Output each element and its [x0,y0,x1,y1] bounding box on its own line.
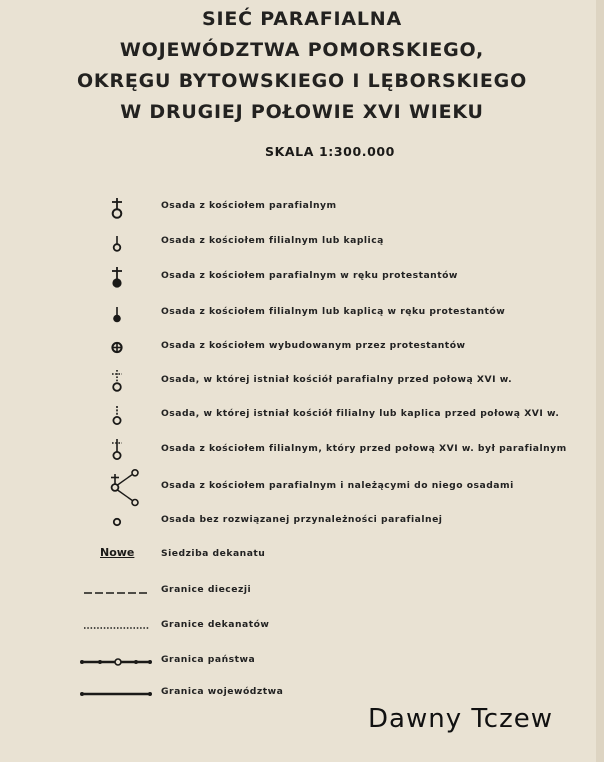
legend-label: Osada z kościołem parafialnym [161,200,337,211]
legend-label: Osada bez rozwiązanej przynależności parafialnej [161,514,443,525]
legend-item [0,478,604,498]
deanery-border-line [78,607,158,647]
legend-label: Osada z kościołem parafialnym w ręku protestantów [161,270,458,281]
legend-item [0,617,604,637]
map-scale: SKALA 1:300.000 [265,144,395,159]
legend-label: Granica państwa [161,654,256,665]
legend-label: Osada z kościołem filialnym lub kaplicą w ręku protestantów [161,306,506,317]
legend-label: Granice diecezji [161,584,252,595]
legend-item [0,546,604,566]
legend-item [0,268,604,288]
legend-item [0,198,604,218]
legend-item [0,684,604,704]
watermark-text: Dawny Tczew [368,704,554,734]
title-line: WOJEWÓDZTWA POMORSKIEGO, [119,39,485,61]
deanery-seat-example: Nowe [100,546,135,559]
legend-item [0,582,604,602]
legend-label: Osada z kościołem parafialnym i należącymi do niego osadami [161,480,514,491]
legend-item [0,233,604,253]
legend-label: Granica województwa [161,686,284,697]
map-title [0,4,604,128]
legend-label: Osada, w której istniał kościół filialny lub kaplica przed połową XVI w. [161,408,560,419]
legend-item [0,406,604,426]
unaffiliated-settlement-icon [78,502,158,542]
legend-label: Osada z kościołem wybudowanym przez protestantów [161,340,466,351]
diocese-border-line [78,572,158,612]
filial-church-icon [78,223,158,263]
legend-label: Granice dekanatów [161,619,270,630]
legend-item [0,652,604,672]
legend-item [0,338,604,358]
title-line: SIEĆ PARAFIALNA [202,8,402,30]
legend-item [0,512,604,532]
former-filial-church-icon [78,396,158,436]
title-line: W DRUGIEJ POŁOWIE XVI WIEKU [120,101,484,123]
legend-item [0,372,604,392]
legend-label: Osada, w której istniał kościół parafialny przed połową XVI w. [161,374,513,385]
parish-church-icon [78,188,158,228]
legend-item [0,304,604,324]
legend-label: Siedziba dekanatu [161,548,266,559]
protestant-parish-church-icon [78,258,158,298]
legend-item [0,441,604,461]
voivodeship-border-line [78,674,158,714]
title-line: OKRĘGU BYTOWSKIEGO I LĘBORSKIEGO [76,70,528,92]
legend-label: Osada z kościołem filialnym, który przed połową XVI w. był parafialnym [161,443,567,454]
legend-label: Osada z kościołem filialnym lub kaplicą [161,235,384,246]
